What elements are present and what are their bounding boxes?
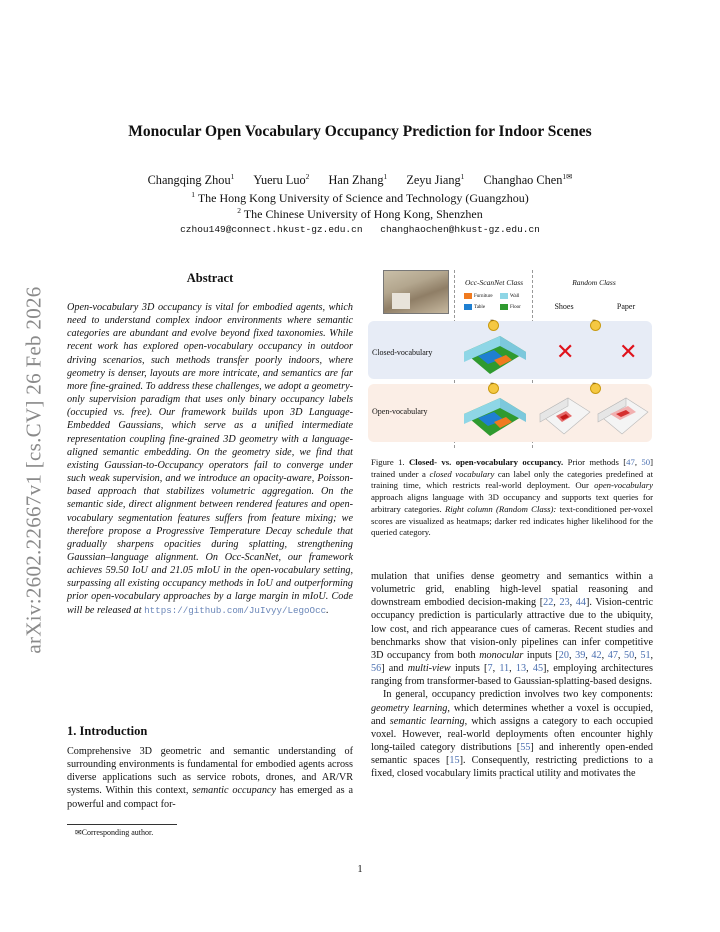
happy-face-icon (488, 383, 499, 394)
legend-swatch (500, 304, 508, 310)
open-vocab-occupancy (460, 394, 528, 438)
citation[interactable]: 15 (449, 755, 460, 767)
author: Changqing Zhou$^1$ (147, 172, 235, 187)
shoes-heatmap (538, 394, 592, 438)
citation[interactable]: 22 (543, 597, 554, 609)
email-list (60, 224, 660, 235)
author: Zeyu Jiang$^1$ (406, 172, 465, 187)
code-link[interactable]: https://github.com/JuIvyy/LegoOcc (144, 604, 327, 616)
citation[interactable]: 44 (575, 597, 586, 609)
citation[interactable]: 45 (532, 663, 544, 675)
input-image (383, 270, 449, 314)
intro-paragraph: Comprehensive 3D geometric and semantic understanding of surrounding environments is fundamental for embodied agents across diverse applications such as service robots, drones, and AR/VR systems. Within this context, semantic occupancy has emerged as a powerful and compact for- (67, 746, 353, 810)
legend-swatch (464, 304, 472, 310)
legend-item: Table (464, 304, 485, 310)
query-label: Shoes (554, 302, 574, 311)
query-label: Paper (616, 302, 636, 311)
paper-heatmap (596, 394, 650, 438)
page-number: 1 (357, 864, 363, 875)
figure-1 (368, 268, 652, 453)
citation[interactable]: 11 (499, 663, 510, 675)
col-header: Random Class (572, 278, 616, 287)
not-supported-icon: ✕ (556, 340, 575, 365)
email[interactable]: czhou149@connect.hkust-gz.edu.cn (180, 224, 363, 235)
author: Changhao Chen$^{1✉}$ (483, 172, 573, 187)
legend-item: Floor (500, 304, 521, 310)
not-supported-icon: ✕ (619, 340, 638, 365)
citation[interactable]: 23 (559, 597, 570, 609)
row-label: Open-vocabulary (372, 407, 428, 416)
closed-vocab-occupancy (460, 332, 528, 376)
section-heading: 1. Introduction (67, 724, 148, 738)
citation[interactable]: 50 (641, 457, 651, 467)
citation[interactable]: 55 (520, 742, 531, 754)
citation[interactable]: 39 (575, 649, 586, 661)
happy-face-icon (488, 320, 499, 331)
right-column-text (371, 570, 653, 781)
citation[interactable]: 47 (607, 649, 618, 661)
happy-face-icon (590, 320, 601, 331)
citation[interactable]: 51 (640, 649, 651, 661)
footnote-rule (67, 824, 177, 825)
affiliation: $^2$ The Chinese University of Hong Kong, Shenzhen (237, 206, 483, 221)
row-label: Closed-vocabulary (372, 348, 433, 357)
author-list (60, 172, 660, 188)
paragraph: mulation that unifies dense geometry and semantics within a volumetric grid, enabling high-level spatial reasoning and downstream embodied decision-making [22, 23, 44]. Vision-centric occupancy prediction is particularly attractive due to the ubiquity, low cost, and rich appearance cues of cameras. Recent studies and benchmarks show that vision-only pipelines can infer competitive 3D occupancy from both monocular inputs [20, 39, 42, 47, 50, 51, 56] and multi-view inputs [7, 11, 13, 45], employing architectures ranging from transformer-based to Gaussian-splatting-based designs. (371, 571, 654, 688)
legend-swatch (500, 293, 508, 299)
author: Han Zhang$^1$ (328, 172, 388, 187)
abstract-text: Open-vocabulary 3D occupancy is vital for embodied agents, which need to understand complex indoor environments where semantic categories are abundant and evolve beyond fixed taxonomies. While recent work has explored open-vocabulary occupancy in outdoor driving scenarios, such methods transfer poorly indoors, where geometry is denser, layouts are more intricate, and semantics are far more fine-grained. To address these challenges, we adopt a geometry-only supervision paradigm that uses only binary occupancy labels (occupied vs. free). Our framework builds upon 3D Language-Embedded Gaussians, which serve as a unified intermediate representation coupling fine-grained 3D geometry with a language-aligned semantic embedding. On the geometry side, we find that existing Gaussian-to-Occupancy operators fail to converge under such weak supervision, and we introduce an opacity-aware, Poisson-based approach that stabilizes volumetric aggregation. On the semantic side, direct alignment between rendered features and open-vocabulary segmentation features suffers from feature mixing; we therefore propose a Progressive Temperature Decay schedule that gradually sharpens opacities during splatting, strengthening Gaussian–language alignment. On Occ-ScanNet, our framework achieves 59.50 IoU and 21.05 mIoU in the open-vocabulary setting, surpassing all existing occupancy methods in IoU and outperforming prior open-vocabulary approaches by a large margin in mIoU. Code will be released at https://github.com/JuIvyy/LegoOcc. (67, 302, 353, 616)
citation[interactable]: 13 (515, 663, 527, 675)
legend-item: Furniture (464, 293, 493, 299)
citation[interactable]: 50 (624, 649, 635, 661)
legend-swatch (464, 293, 472, 299)
email[interactable]: changhaochen@hkust-gz.edu.cn (380, 224, 540, 235)
footnote: ✉Corresponding author. (75, 828, 154, 837)
paper-title: Monocular Open Vocabulary Occupancy Prediction for Indoor Scenes (128, 123, 592, 140)
happy-face-icon (590, 383, 601, 394)
figure-caption: Figure 1. Closed- vs. open-vocabulary occupancy. Prior methods [47, 50] trained under a closed vocabulary can label only the categories predefined at training time, which restricts real-world deployment. Our open-vocabulary approach aligns language with 3D occupancy and supports text queries for arbitrary categories. Right column (Random Class): text-conditioned per-voxel scores are visualized as heatmaps; darker red indicates higher likelihood for the queried category. (371, 457, 654, 538)
legend-item: Wall (500, 293, 519, 299)
citation[interactable]: 47 (626, 457, 635, 467)
citation[interactable]: 56 (371, 663, 382, 675)
arxiv-stamp: arXiv:2602.22667v1 [cs.CV] 26 Feb 2026 (21, 286, 46, 654)
affiliation: $^1$ The Hong Kong University of Science and Technology (Guangzhou) (191, 190, 529, 205)
author: Yueru Luo$^2$ (253, 172, 310, 187)
citation[interactable]: 42 (591, 649, 602, 661)
col-header: Occ-ScanNet Class (464, 278, 524, 287)
citation[interactable]: 20 (558, 649, 569, 661)
citation[interactable]: 7 (487, 663, 493, 675)
paragraph: In general, occupancy prediction involves two key components: geometry learning, which determines whether a voxel is occupied, and semantic learning, which assigns a category to each occupied voxel. However, real-world deployments often encounter highly long-tailed category distributions [55] and inherently open-ended semantic spaces [15]. Consequently, restricting predictions to a fixed, closed vocabulary limits practical utility and motivates the (371, 689, 654, 780)
abstract-heading: Abstract (186, 271, 234, 285)
